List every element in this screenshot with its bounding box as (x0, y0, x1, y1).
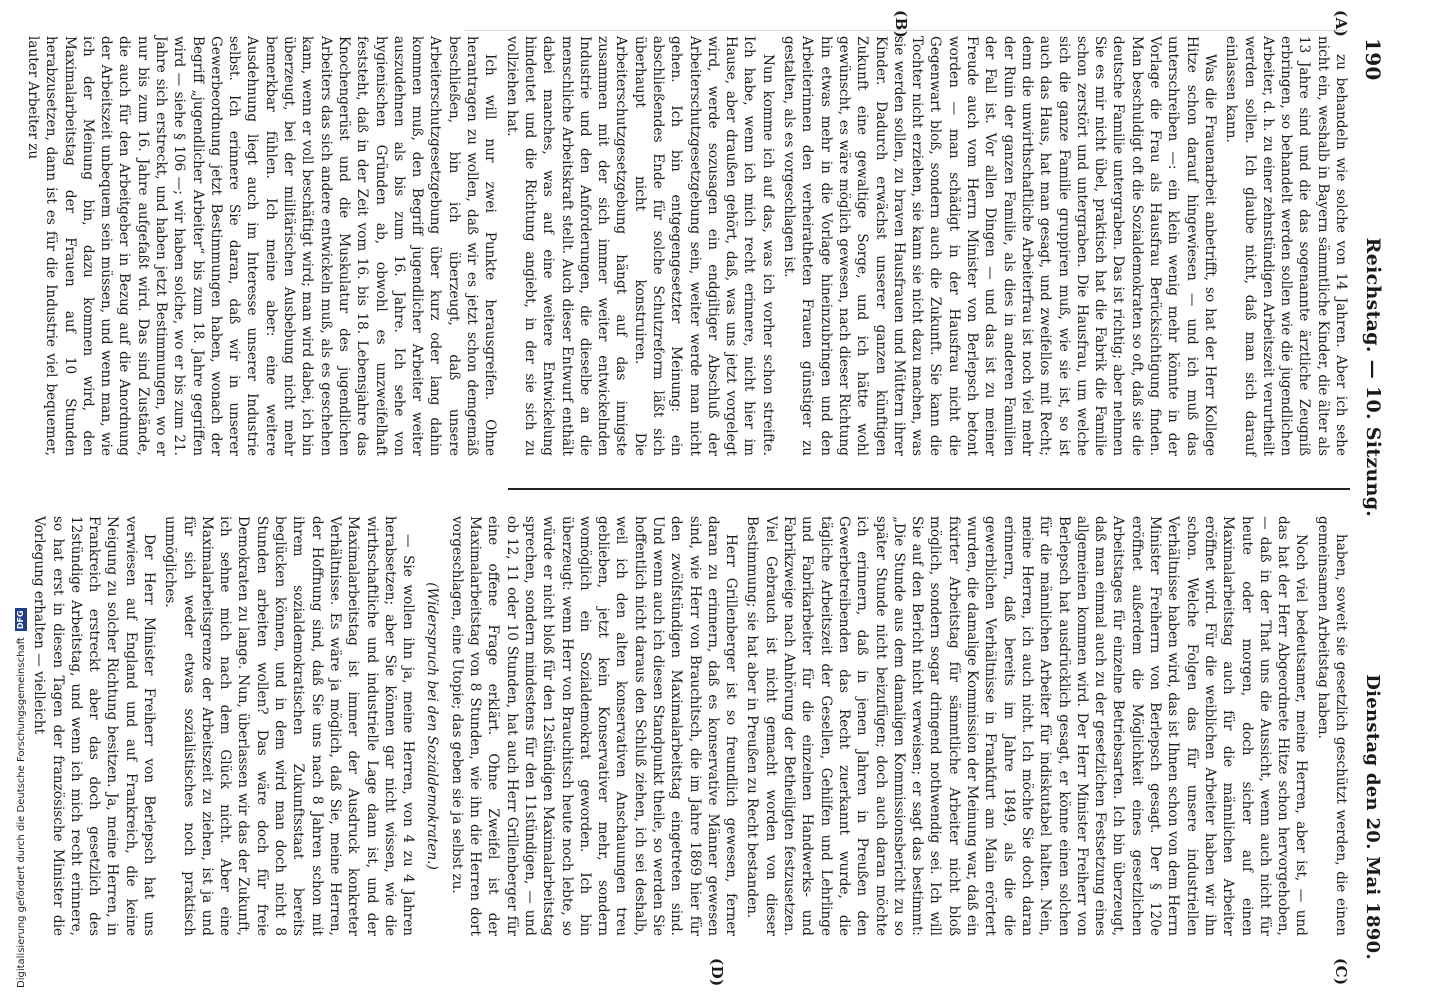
margin-mark-d: (D) (708, 958, 726, 987)
paragraph: Ich will nur zwei Punkte herausgreifen. Ohne herantragen zu wollen, daß wir es jetzt schon demgemäß beschließen, bin ich überzeugt, daß unsere Arbeiterschutzgesetzgebung über kurz oder lang dahin kommen muß, den Begriff jugendlicher Arbeiter weiter auszudehnen als bis zum 16. Jahre. Ich sehe von hygienischen Gründen ab, obwohl es unzweifelhaft feststeht, daß in der Zeit vom 16. bis 18. Lebensjahre das Knochengerüst und die Muskulatur des jugendlichen Arbeiters das sich andere entwickeln muß, als es geschehen kann, wenn er voll beschäftigt wird; man wird dabei, ich bin überzeugt, bei der militärischen Ausbebung nicht mehr bemerkbar fühlen. Ich meine aber: eine weitere Ausdehnung liegt auch im Interesse unserer Industrie selbst. Ich erinnere Sie daran, daß wir in unserer Gewerbeordnung jetzt Bestimmungen haben, wonach der Begriff „jugendlicher Arbeiter“ bis zum 18. Jahre gegriffen wird — siehe § 106 —; wir haben solche, wo er bis zum 21. Jahre sich erstreckt, und haben jetzt Bestimmungen, wo er nur bis zum 16. Jahre aufgefaßt wird. Das sind Zustände, die auch für den Arbeitgeber in Bezug auf die Anordnung der Arbeitszeit unbequem sein müssen, und wenn man, wie ich der Meinung bin, dazu kommen wird, den Maximalarbeitstag der Frauen auf 10 Stunden herabzusetzen, dann ist es für die Industrie viel bequemer, lauter Arbeiter zu (24, 36, 499, 456)
page-header (1356, 38, 1390, 960)
left-column (24, 36, 1350, 456)
header-title: Reichstag. — 10. Sitzung. (1362, 237, 1384, 518)
page-number: 190 (1361, 38, 1385, 81)
margin-mark-a: (A) (1332, 10, 1350, 38)
dfg-logo: DFG (16, 610, 25, 630)
paragraph: Was die Frauenarbeit anbetrifft, so hat der Herr Kollege Hitze schon darauf hingewiesen — und ich muß das unterschreiben —: ein klein wenig mehr könnte in der Vorlage die Frau als Hausfrau Berücksichtigung finden. Man beschuldigt oft die Sozialdemokraten so oft, daß sie die deutsche Familie untergraben. Das ist richtig; aber nehmen Sie es mir nicht übel, praktisch hat die Fabrik die Familie schon zerstört und untergraben. Die Hausfrau, um welche sich die ganze Familie gruppiren muß, wie sie ist, so ist auch das Haus, hat man gesagt, und zweifellos mit Recht; denn die unwirthschaftliche Arbeiterfrau ist noch viel mehr der Ruin der ganzen Familie, als dies in anderen Familien der Fall ist. Vor allen Dingen — und das ist zu meiner Freude auch vom Herrn Minister von Berlepsch betont worden — man schädigt in der Hausfrau nicht die Gegenwart bloß, sondern auch die Zukunft. Sie kann die Tochter nicht erziehen, sie kann sie nicht dazu machen, was sie werden sollen, zu braven Hausfrauen und Müttern ihrer Kinder. Dadurch erwächst unserer ganzen künftigen Zukunft eine gewaltige Sorge, und ich hätte wohl gewünscht, es wäre möglich gewesen, nach dieser Richtung hin etwas mehr in die Vorlage hineinzubringen und den Arbeiterinnen den verheiratheten Frauen günstiger zu gestalten, als es vorgeschlagen ist. (781, 36, 1218, 456)
credit-strip (0, 0, 27, 1000)
interjection: (Widerspruch bei den Sozialdemokraten.) (424, 582, 441, 870)
paragraph: Nun komme ich auf das, was ich vorher schon streifte. Ich habe, wenn ich mich recht erinnere, nicht hier im Hause, aber draußen gehört, daß, was uns jetzt vorgelegt wird, werde sozusagen ein endgiltiger Abschluß der Arbeiterschutzgesetzgebung sein, weiter werde man nicht gehen. Ich bin entgegengesetzter Meinung: ein abschließendes Ende für solche Schutzreform läßt sich überhaupt nicht konstruiren. Die Arbeiterschutzgesetzgebung hängt auf das innigste zusammen mit der sich immer weiter entwickelnden Industrie und den Anforderungen, die dieselbe an die menschliche Arbeitskraft stellt. Auch dieser Entwurf enthält dabei manches, was auf eine weitere Entwickelung hindeutet und die Richtung angiebt, in der sie sich zu vollziehen hat. (503, 36, 776, 456)
right-column (31, 516, 1350, 936)
column-divider (508, 488, 1350, 490)
paragraph: haben, soweit sie gesetzlich geschützt werden, die einen gemeinsamen Arbeitstag haben. (1314, 516, 1349, 936)
paragraph: Der Herr Minister Freiherr von Berlepsch hat uns verwiesen auf England und auf Frankreich, die keine Neigung zu solcher Richtung besitzen. Ja, meine Herren, in Frankreich erstreckt aber das doch gesetzlich des 12stündige Arbeitstag, und wenn ich mich recht erinnere, so hat erst in diesen Tagen der französische Minister die Vorlegung erhalten — vielleicht (31, 516, 157, 936)
paragraph: — Sie wollen ihn ja, meine Herren, von 4 zu 4 Jahren herabsetzen; aber Sie können gar nicht wissen, wie die wirthschaftliche und industrielle Lage dann ist, und der Maximalarbeitstag ist immer der Ausdruck konkreter Verhältnisse. Es wäre ja möglich, daß Sie, meine Herren, der Hoffnung sind, daß Sie uns nach 8 Jahren schon mit ihrem sozialdemokratischen Zukunftsstaat bereits beglücken können, und in dem wird man doch nicht 8 Stunden arbeiten wollen? Das wäre doch für freie Demokraten zu lange. Nun, überlassen wir das der Zukunft, ich sehne mich nach dem Glück nicht. Aber eine Maximalarbeitsgrenze der Arbeitszeit zu ziehen, ist ja und für sich weder etwas sozialistisches noch praktisch unmögliches. (162, 516, 417, 936)
margin-mark-b: (B) (892, 10, 910, 39)
paragraph: Herr Grillenberger ist so freundlich gewesen, ferner daran zu erinnern, daß es konservative Männer gewesen sind, wie Herr von Brauchitsch, die im Jahre 1869 hier für den zwölfstündigen Maximalarbeitstag eingetreten sind. Und wenn auch ich diesen Standpunkt theile, so werden Sie hoffentlich nicht daraus den Schluß ziehen, ich sei deshalb, weil ich den alten konservativen Anschauungen treu geblieben, jetzt kein Konservativer mehr, sondern womöglich ein Sozialdemokrat geworden. Ich bin überzeugt: wenn Herr von Brauchitsch heute noch lebte, so würde er nicht bloß für den 12stündigen Maximalarbeitstag sprechen, sondern mindestens für den 11stündigen, — und ob 12, 11 oder 10 Stunden, hat auch Herr Grillenberger für eine offene Frage erklärt. Ohne Zweifel ist der Maximalarbeitstag von 8 Stunden, wie ihn die Herren dort vorgeschlagen, eine Utopie; das geben sie ja selbst zu. (448, 516, 740, 936)
credit-text: Digitalisierung gefördert durch die Deutsche Forschungsgemeinschaft (15, 637, 27, 988)
margin-mark-c: (C) (1332, 958, 1350, 986)
paragraph: Noch viel bedeutsamer, meine Herren, aber ist, — und das hat der Herr Abgeordnete Hitze schon hervorgehoben, — daß in der That uns die Aussicht, wenn auch nicht für heute oder morgen, doch sicher auf einen Maximalarbeitstag auch für die männlichen Arbeiter eröffnet wird. Für die weiblichen Arbeiter haben wir ihn schon. Welche Folgen das für unsere industriellen Verhältnisse haben wird, das ist Ihnen schon von dem Herrn Minister Freiherrn von Berlepsch gesagt. Der § 120e eröffnet außerdem die Möglichkeit eines gesetzlichen Arbeitstages für einzelne Betriebsarten. Ich bin überzeugt, daß man einmal auch zu der gesetzlichen Festsetzung eines allgemeinen kommen wird. Der Herr Minister Freiherr von Berlepsch hat ausdrücklich gesagt, er könne einen solchen für die männlichen Arbeiter für indiskutabel halten. Nein, meine Herren, ich auch nicht. Ich möchte Sie doch daran erinnern, daß bereits im Jahre 1849, als die die gewerblichen Verhältnisse in Frankfurt am Main erörtert wurden, die damalige Kommission der Meinung war, daß ein fixirter Arbeitstag für sämmtliche Arbeiter nicht bloß möglich, sondern sogar dringend nothwendig sei. Ich will Sie auf den Bericht nicht verweisen; er sagt das bestimmt: „Die Stunde aus dem damaligen Kommissionsbericht zu so später Stunde nicht beizufügen; doch auch daran möchte ich erinnern, daß in jenen Jahren in Preußen den Gewerbetreibenden das Recht zuerkannt wurde, die tägliche Arbeitszeit der Gesellen, Gehilfen und Lehrlinge und Fabrikarbeiter für die einzelnen Handwerks- und Fabrikzweige nach Anhörung der Betheiligten festzusetzen. Viel Gebrauch ist nicht gemacht worden von dieser Bestimmung; sie hat aber in Preußen zu Recht bestanden. (744, 516, 1310, 936)
header-date: Dienstag den 20. Mai 1890. (1362, 674, 1384, 960)
paragraph: zu behandeln wie solche von 14 Jahren. Aber ich sehe nicht ein, weshalb in Bayern sämmtliche Kinder, die älter als 13 Jahre sind und die das sogenannte ärztliche Zeugniß erbringen, so behandelt werden sollen wie die jugendlichen Arbeiter, d. h. zu einer zehnstündigen Arbeitszeit verurtheilt werden sollen. Ich glaube nicht, daß man sich darauf einlassen kann. (1223, 36, 1349, 456)
